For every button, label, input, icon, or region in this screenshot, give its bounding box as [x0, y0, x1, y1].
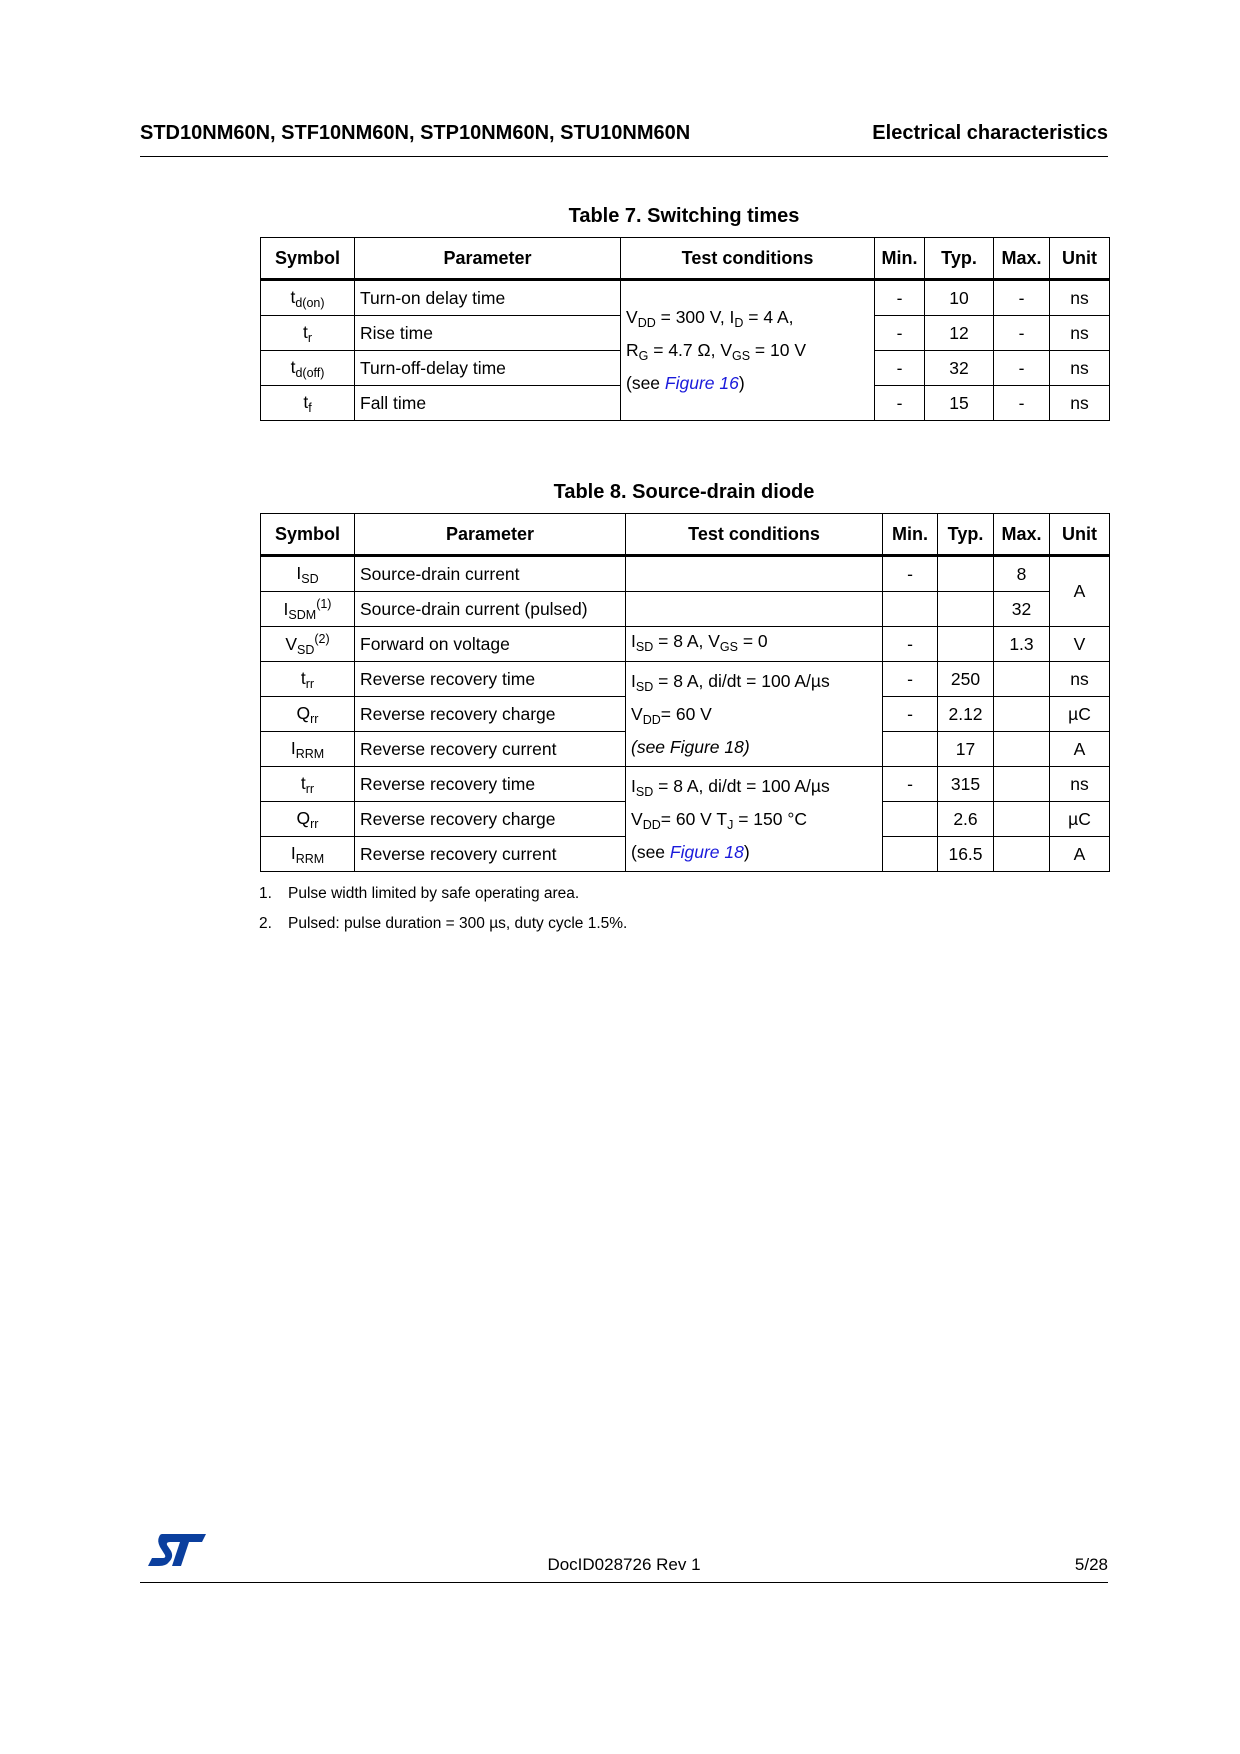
column-header: Typ.: [925, 238, 994, 280]
min-cell: [883, 802, 938, 837]
max-cell: [994, 802, 1050, 837]
min-cell: -: [883, 697, 938, 732]
document-id: DocID028726 Rev 1: [547, 1555, 701, 1574]
min-cell: -: [883, 767, 938, 802]
unit-cell: A: [1050, 837, 1110, 872]
symbol-cell: $V_{SD}^{(2)}$: [261, 627, 355, 662]
figure-18-link[interactable]: Figure 18: [669, 841, 744, 862]
table-row: [261, 556, 1110, 592]
max-cell: [994, 767, 1050, 802]
section-title: Electrical characteristics: [872, 122, 1108, 144]
table-header-row: [261, 238, 1110, 280]
condition-line: $R_G = 4.7$ Ω, $V_{GS} = 10$ V: [626, 340, 807, 363]
table-row: [261, 627, 1110, 662]
min-cell: [883, 837, 938, 872]
table8-caption: Table 8. Source-drain diode: [553, 481, 815, 503]
max-cell: 1.3: [994, 627, 1050, 662]
min-cell: -: [875, 316, 925, 351]
unit-cell: ns: [1050, 351, 1110, 386]
typ-cell: 10: [925, 280, 994, 316]
typ-cell: 16.5: [938, 837, 994, 872]
parameter-cell: Turn-on delay time: [355, 280, 621, 316]
symbol-cell: $t_{rr}$: [261, 767, 355, 802]
max-cell: -: [994, 351, 1050, 386]
min-cell: [883, 732, 938, 767]
max-cell: [994, 697, 1050, 732]
min-cell: -: [883, 627, 938, 662]
page-footer: [140, 1530, 1108, 1583]
column-header: Typ.: [938, 514, 994, 556]
max-cell: [994, 837, 1050, 872]
symbol-cell: $I_{RRM}$: [261, 732, 355, 767]
symbol-cell: $t_r$: [261, 316, 355, 351]
table-row: [261, 592, 1110, 627]
symbol-cell: $I_{RRM}$: [261, 837, 355, 872]
typ-cell: [938, 556, 994, 592]
document-title: STD10NM60N, STF10NM60N, STP10NM60N, STU10NM60N: [140, 122, 691, 144]
test-conditions-cell: [626, 592, 883, 627]
parameter-cell: Reverse recovery charge: [355, 802, 626, 837]
parameter-cell: Source-drain current: [355, 556, 626, 592]
min-cell: -: [883, 556, 938, 592]
typ-cell: [938, 627, 994, 662]
condition-line: $I_{SD} = 8$ A, di/dt = 100 A/µs: [631, 775, 830, 799]
unit-cell: ns: [1050, 316, 1110, 351]
typ-cell: 250: [938, 662, 994, 697]
parameter-cell: Forward on voltage: [355, 627, 626, 662]
switching-times-table: [260, 237, 1110, 421]
condition-line: $V_{DD}= 60$ V: [631, 703, 712, 727]
column-header: Symbol: [261, 514, 355, 556]
unit-cell: ns: [1050, 662, 1110, 697]
footnotes: [259, 885, 627, 945]
page-header: [140, 118, 1108, 157]
symbol-cell: $t_{rr}$: [261, 662, 355, 697]
condition-line: (see Figure 16): [626, 373, 745, 393]
max-cell: -: [994, 316, 1050, 351]
max-cell: 32: [994, 592, 1050, 627]
parameter-cell: Reverse recovery charge: [355, 697, 626, 732]
column-header: Unit: [1050, 514, 1110, 556]
condition-line: $V_{DD} = 300$ V, $I_D = 4$ A,: [626, 307, 794, 330]
min-cell: -: [875, 280, 925, 316]
symbol-cell: $Q_{rr}$: [261, 697, 355, 732]
condition-line: (see Figure 18): [631, 841, 750, 862]
typ-cell: 12: [925, 316, 994, 351]
parameter-cell: Reverse recovery time: [355, 767, 626, 802]
column-header: Test conditions: [626, 514, 883, 556]
test-conditions-cell: [626, 556, 883, 592]
unit-cell: ns: [1050, 767, 1110, 802]
condition-line: $I_{SD} = 8$ A, di/dt = 100 A/µs: [631, 670, 830, 694]
symbol-cell: $t_{d(off)}$: [261, 351, 355, 386]
min-cell: -: [875, 386, 925, 421]
symbol-cell: $I_{SD}$: [261, 556, 355, 592]
typ-cell: 15: [925, 386, 994, 421]
typ-cell: 2.12: [938, 697, 994, 732]
typ-cell: 17: [938, 732, 994, 767]
column-header: Unit: [1050, 238, 1110, 280]
symbol-cell: $Q_{rr}$: [261, 802, 355, 837]
min-cell: [883, 592, 938, 627]
footnote: 2. Pulsed: pulse duration = 300 µs, duty cycle 1.5%.: [259, 915, 628, 932]
figure-16-link[interactable]: Figure 16: [664, 373, 739, 393]
min-cell: -: [875, 351, 925, 386]
max-cell: [994, 732, 1050, 767]
min-cell: -: [883, 662, 938, 697]
table-row: [261, 767, 1110, 802]
max-cell: 8: [994, 556, 1050, 592]
max-cell: [994, 662, 1050, 697]
parameter-cell: Reverse recovery current: [355, 837, 626, 872]
column-header: Max.: [994, 514, 1050, 556]
unit-cell: ns: [1050, 280, 1110, 316]
column-header: Symbol: [261, 238, 355, 280]
parameter-cell: Reverse recovery current: [355, 732, 626, 767]
symbol-cell: $I_{SDM}^{(1)}$: [261, 592, 355, 627]
parameter-cell: Source-drain current (pulsed): [355, 592, 626, 627]
parameter-cell: Fall time: [355, 386, 621, 421]
max-cell: -: [994, 386, 1050, 421]
column-header: Test conditions: [621, 238, 875, 280]
parameter-cell: Rise time: [355, 316, 621, 351]
unit-cell: V: [1050, 627, 1110, 662]
column-header: Max.: [994, 238, 1050, 280]
unit-cell: µC: [1050, 697, 1110, 732]
column-header: Parameter: [355, 514, 626, 556]
unit-cell: µC: [1050, 802, 1110, 837]
typ-cell: [938, 592, 994, 627]
test-conditions-cell: $I_{SD} = 8$ A, $V_{GS} = 0$: [626, 627, 883, 662]
unit-cell: ns: [1050, 386, 1110, 421]
column-header: Parameter: [355, 238, 621, 280]
page-number: 5/28: [1074, 1555, 1108, 1574]
table-header-row: [261, 514, 1110, 556]
table7-caption: Table 7. Switching times: [568, 205, 800, 227]
table-row: [261, 662, 1110, 697]
test-conditions-cell: [626, 767, 883, 872]
column-header: Min.: [883, 514, 938, 556]
column-header: Min.: [875, 238, 925, 280]
condition-line: (see Figure 18): [631, 736, 750, 757]
max-cell: -: [994, 280, 1050, 316]
symbol-cell: $t_f$: [261, 386, 355, 421]
parameter-cell: Reverse recovery time: [355, 662, 626, 697]
table-row: [261, 280, 1110, 316]
typ-cell: 32: [925, 351, 994, 386]
typ-cell: 315: [938, 767, 994, 802]
typ-cell: 2.6: [938, 802, 994, 837]
footnote: 1. Pulse width limited by safe operating area.: [259, 885, 580, 902]
test-conditions-cell: [621, 280, 875, 421]
parameter-cell: Turn-off-delay time: [355, 351, 621, 386]
source-drain-diode-table: [260, 513, 1110, 872]
test-conditions-cell: [626, 662, 883, 767]
unit-cell: A: [1050, 556, 1110, 627]
symbol-cell: $t_{d(on)}$: [261, 280, 355, 316]
condition-line: $V_{DD}= 60$ V $T_J = 150$ °C: [631, 808, 807, 832]
unit-cell: A: [1050, 732, 1110, 767]
